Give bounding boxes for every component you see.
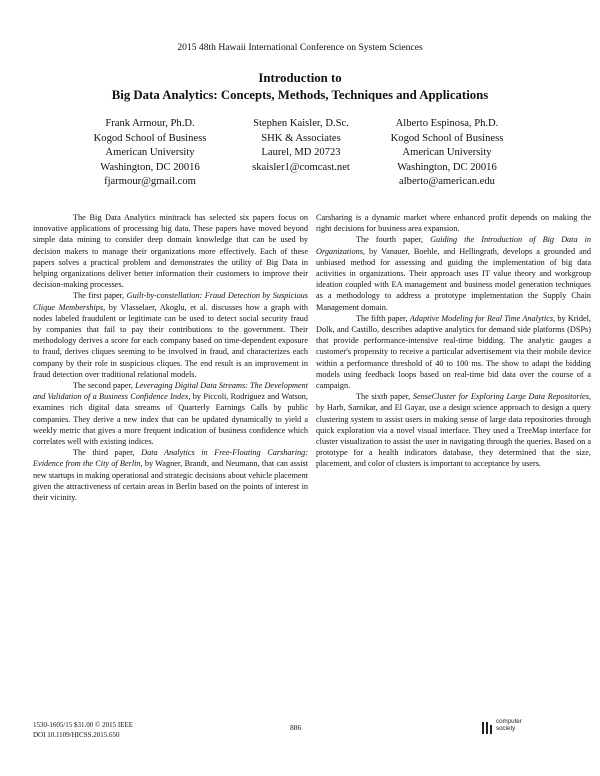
paragraph-third-paper-continued: Carsharing is a dynamic market where enhanced profit depends on making the right decisions for business area expansion. bbox=[316, 213, 591, 234]
author-name: Alberto Espinosa, Ph.D. bbox=[395, 118, 499, 129]
title-line-1: Introduction to bbox=[258, 71, 342, 85]
paper-title-ref: Data Analytics in Free-Floating Carsharing: Evidence from the City of Berlin bbox=[33, 448, 308, 469]
paper-title-ref: Guilt-by-constellation: Fraud Detection by Suspicious Clique Memberships bbox=[33, 291, 309, 312]
left-column bbox=[33, 212, 308, 503]
text-run: , by Wagner, Brandt, and Neumann, that can assist new startups in making operational and strategic decisions about vehicle placement given the attractiveness of certain areas in Berlin based on the points of interest in their vicinity. bbox=[33, 459, 309, 503]
logo-text bbox=[496, 718, 522, 732]
author-block-armour bbox=[70, 117, 230, 190]
right-column bbox=[316, 212, 591, 470]
paragraph-sixth-paper bbox=[316, 391, 591, 469]
author-org: SHK & Associates bbox=[261, 132, 341, 144]
doi-line: DOI 10.1109/HICSS.2015.650 bbox=[33, 730, 120, 739]
logo-line-2: society bbox=[496, 725, 516, 732]
paragraph-third-paper bbox=[33, 447, 308, 503]
author-affiliation: American University bbox=[402, 147, 492, 159]
author-org: Kogod School of Business bbox=[93, 132, 207, 144]
footer-copyright bbox=[33, 721, 133, 740]
author-block-espinosa bbox=[367, 117, 527, 190]
paper-title-ref: SenseCluster for Exploring Large Data Repositories bbox=[412, 392, 589, 402]
text-run: The sixth paper, bbox=[356, 392, 413, 402]
paragraph-intro: The Big Data Analytics minitrack has selected six papers focus on innovative applications of processing big data. These papers have moved beyond simple data mining to consider deep domain knowledge that can be used by decision makers to manage their organizations more effectively. Each of these papers solves a practical problem and demonstrates the utility of Big Data in helping organizations deliver better information their customers to improve their decision-making processes. bbox=[33, 213, 308, 290]
computer-society-logo bbox=[482, 717, 552, 741]
author-name: Stephen Kaisler, D.Sc. bbox=[253, 118, 349, 129]
author-email: skaisler1@comcast.net bbox=[252, 161, 350, 173]
author-email: fjarmour@gmail.com bbox=[104, 176, 196, 188]
text-run: The first paper, bbox=[73, 291, 127, 301]
author-block-kaisler bbox=[221, 117, 381, 175]
text-run: The third paper, bbox=[73, 448, 142, 458]
author-affiliation: Laurel, MD 20723 bbox=[261, 147, 341, 159]
text-run: , by Vlasselaer, Akoglu, et al. discusses how a graph with nodes labeled fraudulent or legitimate can be used to detect social security fraud by companies that fail to pay their contributions to the government. Their methodology derives a score for each company based on time-dependent exposure to fraud, derives cliques seeming to be involved in fraud, and characterizes each company by their role in suspicious cliques. The end result is an improvement in fraud detection over traditional relational models. bbox=[33, 302, 309, 379]
paper-title-ref: Guiding the Introduction of Big Data in Organizations bbox=[316, 235, 591, 256]
author-location: Washington, DC 20016 bbox=[100, 161, 200, 173]
author-email: alberto@american.edu bbox=[399, 176, 495, 188]
author-affiliation: American University bbox=[105, 147, 195, 159]
page-number: 886 bbox=[290, 723, 302, 732]
text-run: , by Piccoli, Rodriguez and Watson, examines rich digital data streams of Quarterly Earnings Calls by public companies. They derive a new index that can be updated dynamically to yield a weekly metric that gives a more frequent indication of business confidence which correlates well with existing indices. bbox=[33, 392, 308, 447]
conference-header: 2015 48th Hawaii International Conference on System Sciences bbox=[177, 42, 423, 53]
text-run: The second paper, bbox=[73, 381, 136, 391]
logo-mark-icon bbox=[482, 722, 492, 734]
author-org: Kogod School of Business bbox=[390, 132, 504, 144]
text-run: The fifth paper, bbox=[356, 313, 410, 323]
paper-title bbox=[0, 70, 600, 104]
paragraph-fourth-paper bbox=[316, 234, 591, 312]
logo-line-1: computer bbox=[496, 718, 522, 725]
text-run: , by Kridel, Dolk, and Castillo, describes adaptive analytics for demand side platforms (DSPs) that provide performance-intensive real-time bidding. The analytic gauges a customer's propensity to receive a particular advertisement via their mobile device within a performance threshold of 40 to 100 ms. The show to adapt the bidding models using feedback loops based on real-time bid data over the course of a campaign. bbox=[316, 313, 591, 391]
text-run: The fourth paper, bbox=[356, 235, 431, 245]
issn-line: 1530-1605/15 $31.00 © 2015 IEEE bbox=[33, 721, 134, 729]
paper-title-ref: Adaptive Modeling for Real Time Analytics bbox=[409, 313, 554, 323]
paragraph-second-paper bbox=[33, 380, 308, 447]
paragraph-first-paper bbox=[33, 290, 308, 380]
author-location: Washington, DC 20016 bbox=[397, 161, 497, 173]
paragraph-fifth-paper bbox=[316, 313, 591, 391]
author-name: Frank Armour, Ph.D. bbox=[105, 118, 195, 129]
title-line-2: Big Data Analytics: Concepts, Methods, Techniques and Applications bbox=[111, 88, 489, 102]
text-run: , by Vanauer, Boehle, and Hellingrath, develops a grounded and unbiased method for assessing and guiding the implementation of big data activities in organizations. Their approach uses IT value theory and workgroup ideation coupled with EA management and business model generation techniques as a methodology to address a prototype implementation the Supply Chain Management domain. bbox=[316, 246, 591, 312]
paper-title-ref: Leveraging Digital Data Streams: The Development and Validation of a Business Confidence Index bbox=[33, 381, 309, 402]
text-run: , by Harb, Sarnikar, and El Gayar, use a design science approach to design a query clustering system to assist users in making sense of large data repositories through quick exploration via a novel visual interface. They used a TreeMap interface for cluster visualization to assist the user in navigating through the queries. Based on a prototype for a health indicators database, they determined that the size, placement, and color of clusters is important to acceptance by users. bbox=[316, 392, 591, 469]
